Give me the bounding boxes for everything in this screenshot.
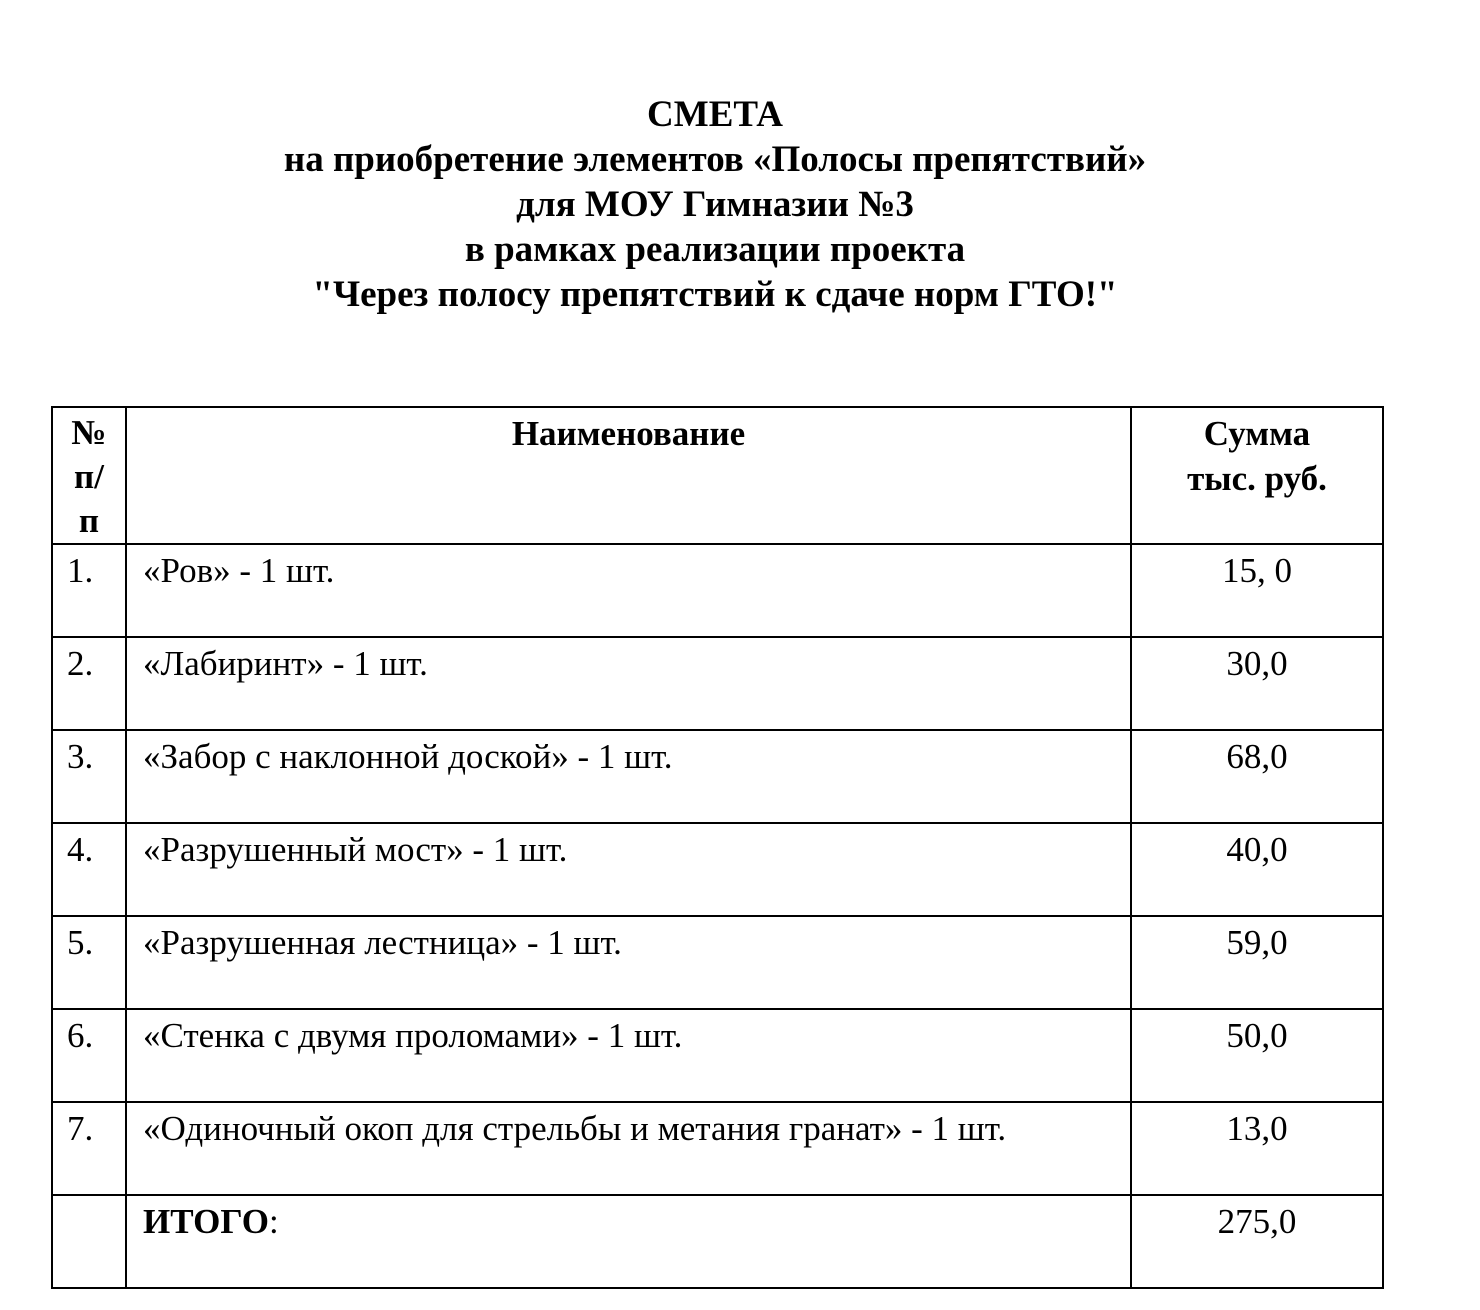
title-line: "Через полосу препятствий к сдаче норм ГТО!" [312, 274, 1118, 315]
row-name: «Разрушенная лестница» - 1 шт. [126, 916, 1131, 1009]
row-sum: 13,0 [1131, 1102, 1383, 1195]
row-number: 2. [52, 637, 126, 730]
header-number-line: п [78, 501, 100, 540]
row-sum: 40,0 [1131, 823, 1383, 916]
total-sum: 275,0 [1131, 1195, 1383, 1288]
table-row [52, 916, 1383, 1009]
title-line: на приобретение элементов «Полосы препятствий» [283, 139, 1147, 180]
header-number-line: № [71, 413, 107, 452]
table-row [52, 637, 1383, 730]
estimate-table [51, 406, 1384, 1289]
table-row [52, 1009, 1383, 1102]
table-row [52, 730, 1383, 823]
row-name: «Забор с наклонной доской» - 1 шт. [126, 730, 1131, 823]
row-number: 7. [52, 1102, 126, 1195]
header-name: Наименование [126, 407, 1131, 544]
table-header-row [52, 407, 1383, 544]
row-number: 6. [52, 1009, 126, 1102]
total-label-text: ИТОГО [143, 1202, 269, 1241]
total-label [126, 1195, 1131, 1288]
table-row [52, 823, 1383, 916]
header-number-line: п/ [74, 457, 104, 496]
row-name: «Разрушенный мост» - 1 шт. [126, 823, 1131, 916]
header-sum-line: Сумма [1203, 414, 1311, 453]
title-line: для МОУ Гимназии №3 [516, 184, 914, 225]
row-name: «Одиночный окоп для стрельбы и метания гранат» - 1 шт. [126, 1102, 1131, 1195]
row-name: «Ров» - 1 шт. [126, 544, 1131, 637]
row-number: 5. [52, 916, 126, 1009]
row-sum: 68,0 [1131, 730, 1383, 823]
header-sum [1131, 407, 1383, 544]
document-title [0, 92, 1430, 317]
row-number: 4. [52, 823, 126, 916]
row-sum: 50,0 [1131, 1009, 1383, 1102]
table-row [52, 544, 1383, 637]
row-name: «Стенка с двумя проломами» - 1 шт. [126, 1009, 1131, 1102]
total-label-colon: : [268, 1202, 279, 1241]
total-number-empty [52, 1195, 126, 1288]
title-line: СМЕТА [647, 94, 783, 135]
row-number: 3. [52, 730, 126, 823]
row-sum: 15, 0 [1131, 544, 1383, 637]
title-line: в рамках реализации проекта [464, 229, 966, 270]
header-sum-unit: тыс. руб. [1187, 459, 1327, 498]
row-sum: 59,0 [1131, 916, 1383, 1009]
header-number [52, 407, 126, 544]
table-row [52, 1102, 1383, 1195]
row-name: «Лабиринт» - 1 шт. [126, 637, 1131, 730]
row-sum: 30,0 [1131, 637, 1383, 730]
row-number: 1. [52, 544, 126, 637]
table-total-row [52, 1195, 1383, 1288]
